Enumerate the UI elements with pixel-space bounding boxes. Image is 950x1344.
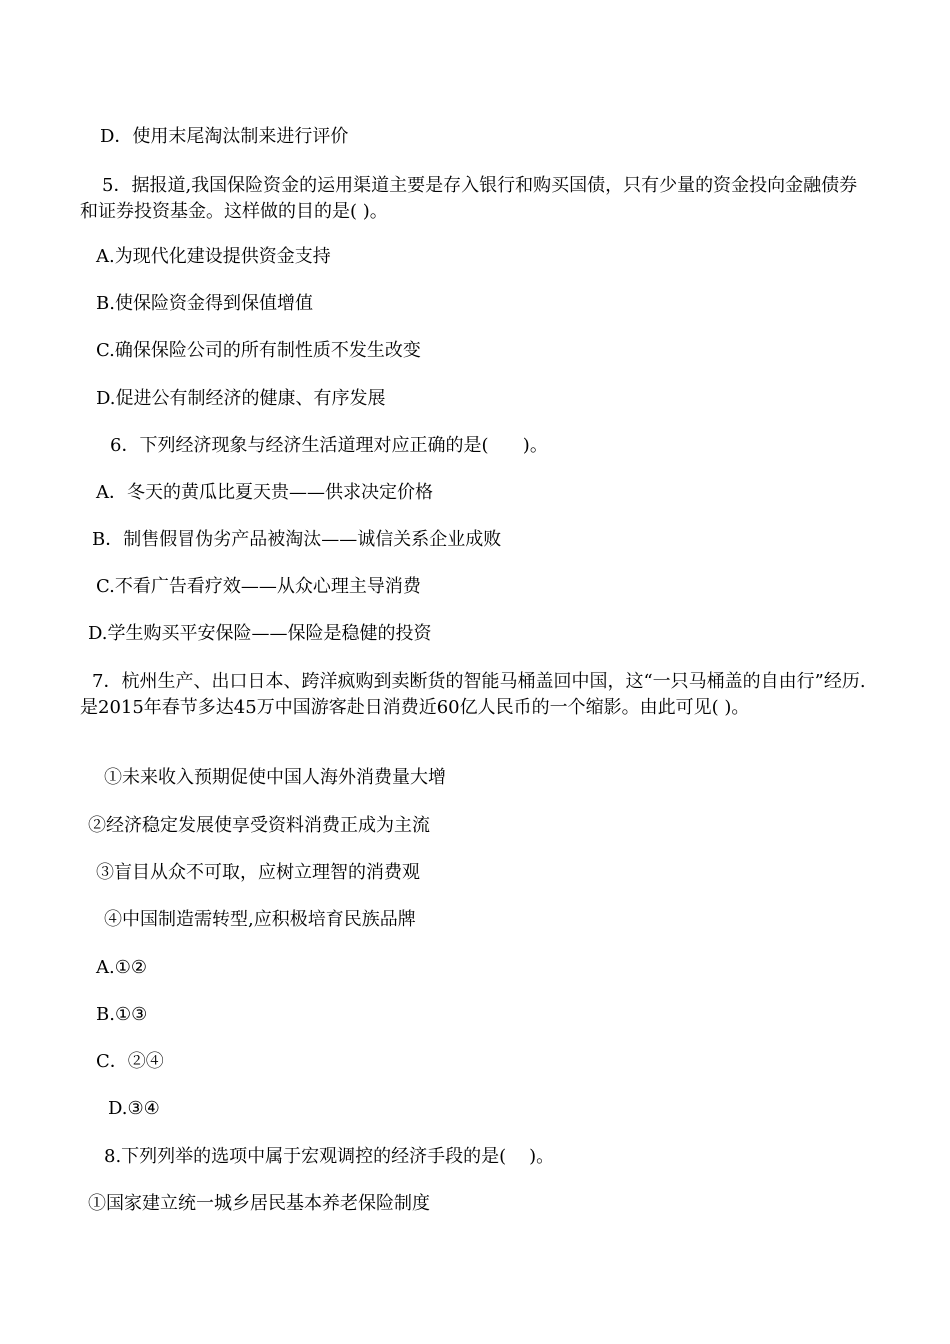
q7-statement-4: ④中国制造需转型,应积极培育民族品牌 — [104, 909, 416, 930]
q8-statement-1: ①国家建立统一城乡居民基本养老保险制度 — [88, 1193, 430, 1214]
q4-option-d: D．使用末尾淘汰制来进行评价 — [100, 126, 349, 147]
q7-statement-1: ①未来收入预期促使中国人海外消费量大增 — [104, 767, 446, 788]
q6-option-c: C.不看广告看疗效——从众心理主导消费 — [96, 576, 421, 597]
q7-option-c: C．②④ — [96, 1051, 164, 1072]
q7-option-a: A.①② — [96, 957, 147, 978]
q5-option-c: C.确保保险公司的所有制性质不发生改变 — [96, 340, 421, 361]
q6-stem: 6．下列经济现象与经济生活道理对应正确的是( )。 — [110, 435, 548, 456]
q6-option-a: A．冬天的黄瓜比夏天贵——供求决定价格 — [96, 482, 433, 503]
q7-statement-3: ③盲目从众不可取，应树立理智的消费观 — [96, 862, 420, 883]
q7-option-d: D.③④ — [108, 1098, 160, 1119]
q5-stem: 5．据报道,我国保险资金的运用渠道主要是存入银行和购买国债，只有少量的资金投向金融债券和证券投资基金。这样做的目的是( )。 — [80, 175, 858, 222]
q7-stem: 7．杭州生产、出口日本、跨洋疯购到卖断货的智能马桶盖回中国，这“一只马桶盖的自由行”经历.是2015年春节多达45万中国游客赴日消费近60亿人民币的一个缩影。由此可见( )。 — [80, 671, 866, 718]
q5-option-b: B.使保险资金得到保值增值 — [96, 293, 313, 314]
q5-option-d: D.促进公有制经济的健康、有序发展 — [96, 388, 386, 409]
q6-option-b: B．制售假冒伪劣产品被淘汰——诚信关系企业成败 — [92, 529, 502, 550]
q7-option-b: B.①③ — [96, 1004, 148, 1025]
q7-statement-2: ②经济稳定发展使享受资料消费正成为主流 — [88, 815, 430, 836]
q6-option-d: D.学生购买平安保险——保险是稳健的投资 — [88, 623, 432, 644]
q8-stem: 8.下列列举的选项中属于宏观调控的经济手段的是( )。 — [104, 1146, 555, 1167]
q5-option-a: A.为现代化建设提供资金支持 — [96, 246, 331, 267]
